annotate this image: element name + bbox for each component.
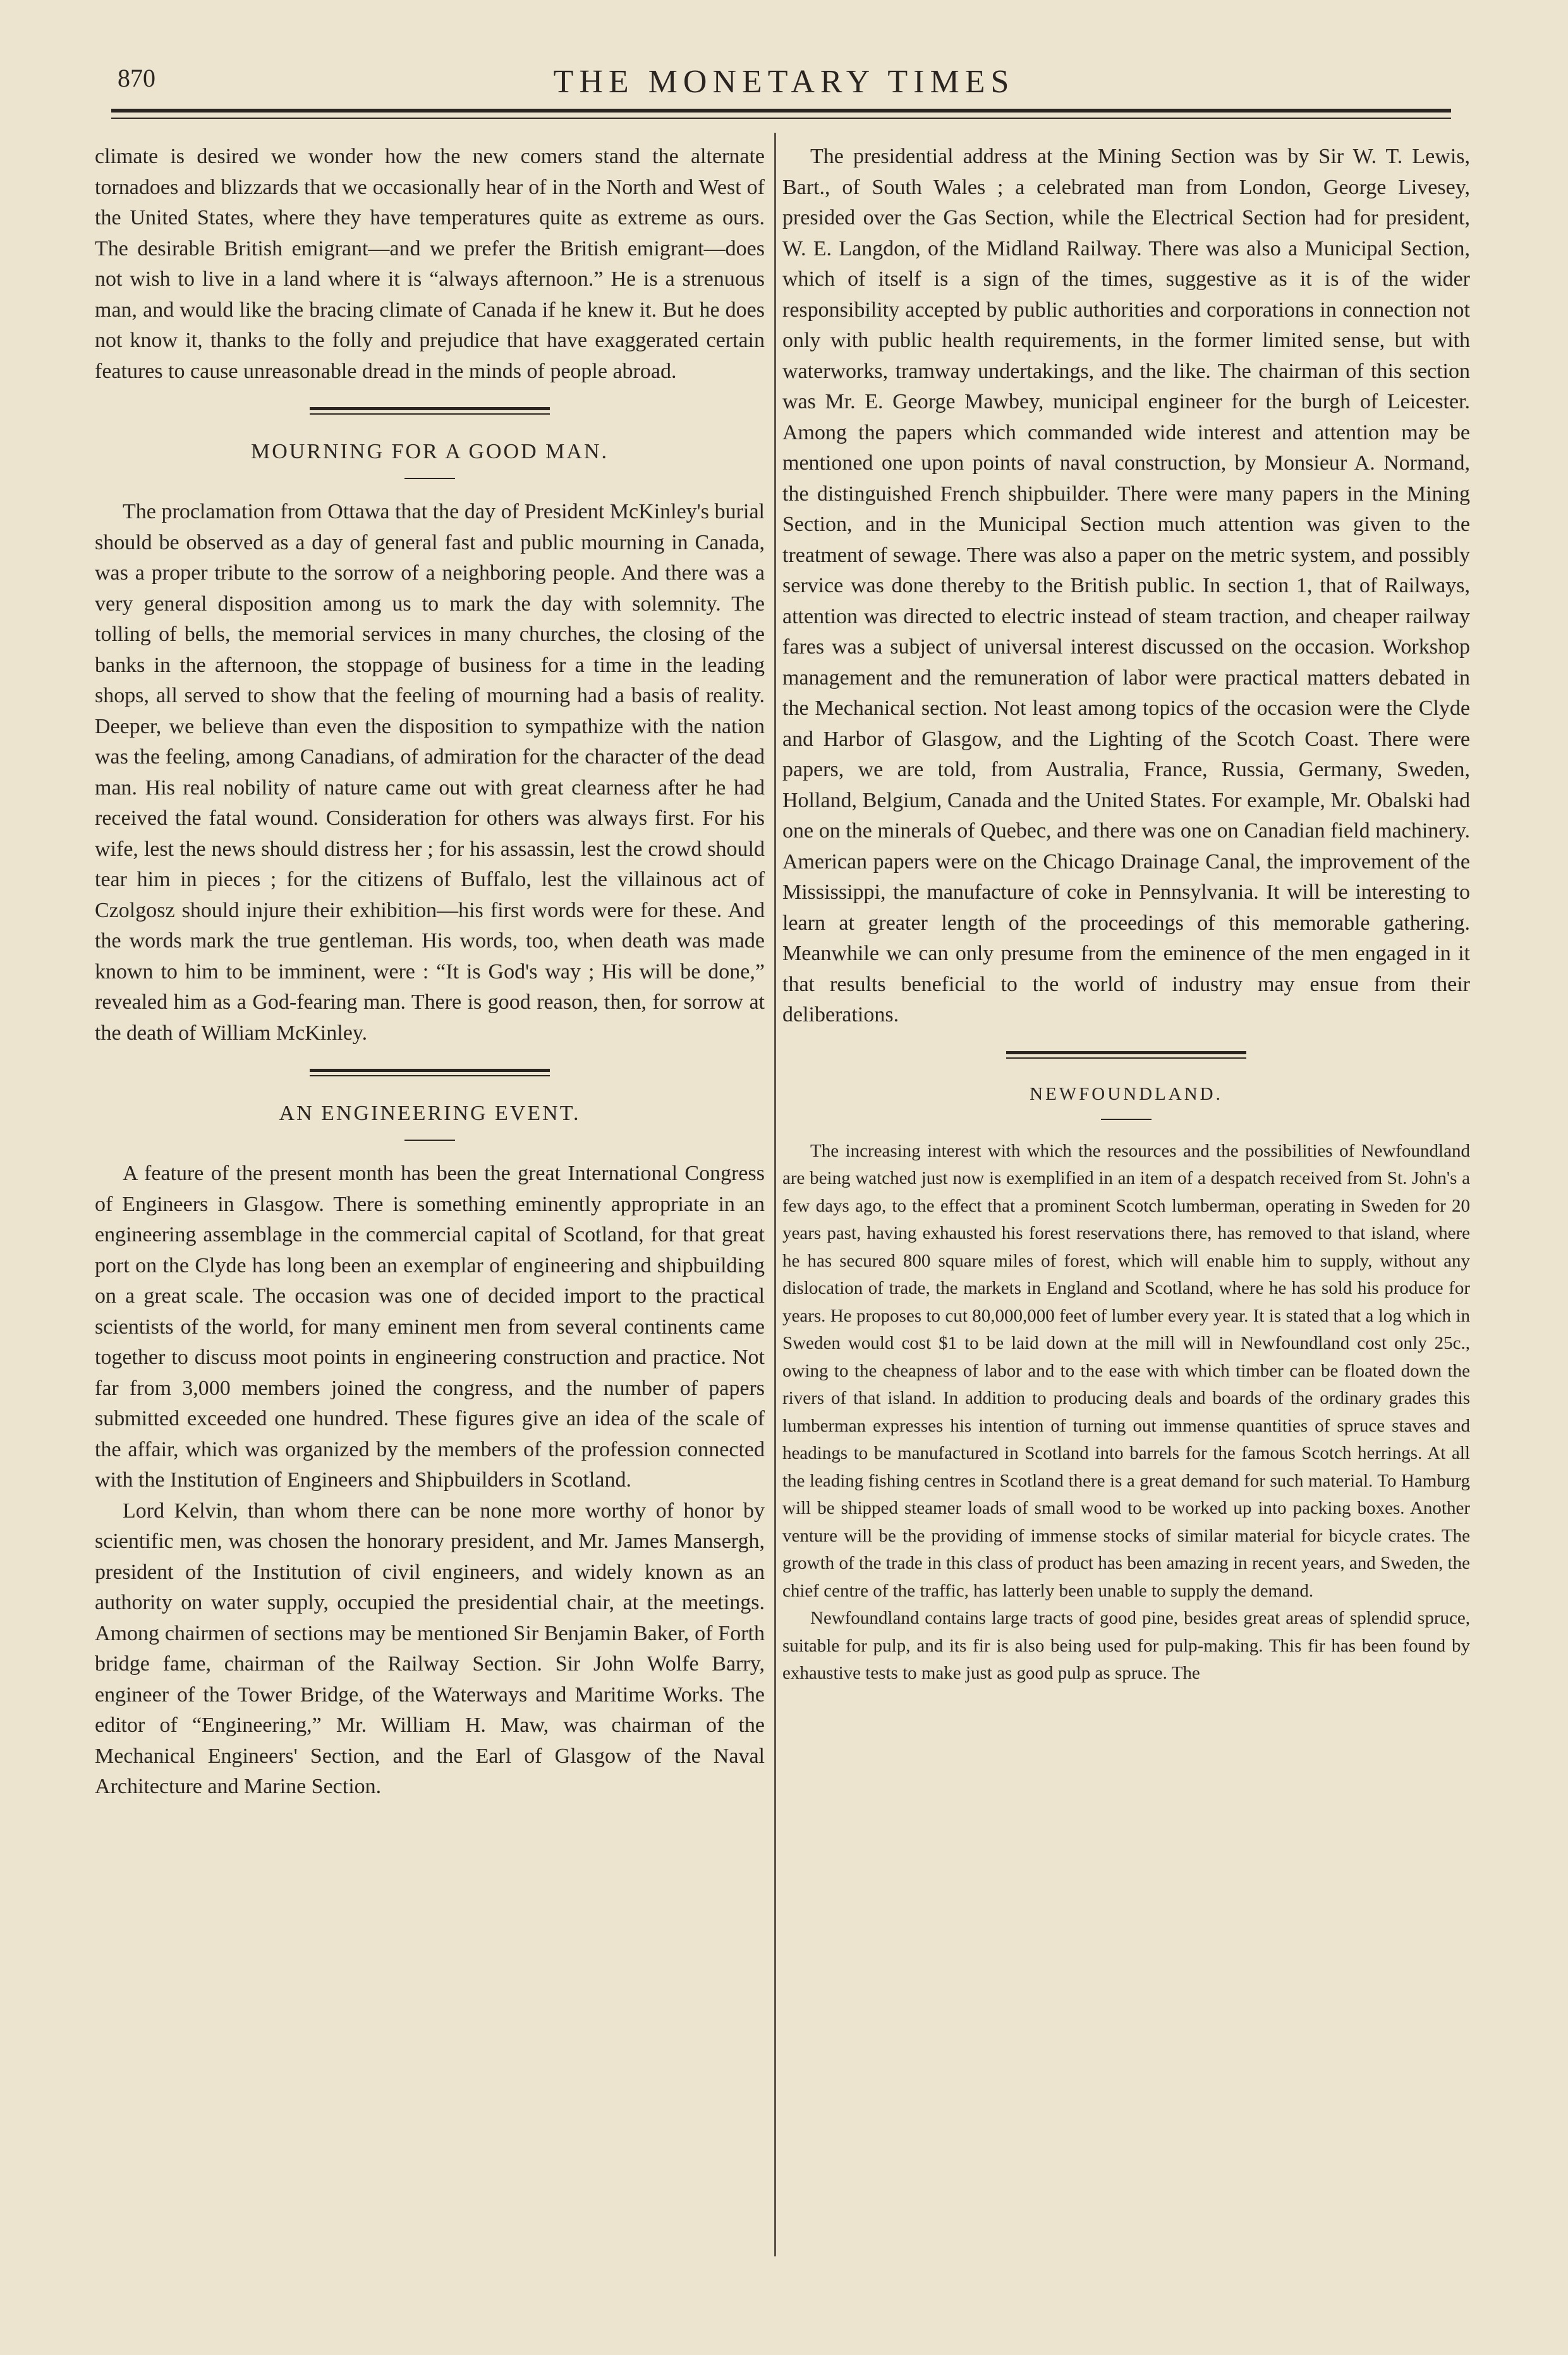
header-rule-thin: [111, 118, 1451, 119]
mourning-heading: MOURNING FOR A GOOD MAN.: [251, 440, 609, 463]
column-divider: [774, 133, 776, 2256]
newfoundland-paragraph-1: The increasing interest with which the resources and the possibilities of Newfoundland are being watched just now is exemplified in an item of a despatch received from St. John's a few days ago, to the effect that a prominent Scotch lumberman, operating in Sweden for 20 years past, having exhausted his forest reservations there, has removed to that island, where he has secured 800 square miles of forest, which will enable him to supply, without any dislocation of trade, the markets in England and Scotland, where he has sold his produce for years. He proposes to cut 80,000,000 feet of lumber every year. It is stated that a log which in Sweden would cost $1 to be laid down at the mill will in Newfoundland cost only 25c., owing to the cheapness of labor and to the ease with which timber can be floated down the rivers of that island. In addition to producing deals and boards of the ordinary grades this lumberman expresses his intention of turning out immense quantities of spruce staves and headings to be manufactured in Scotland into barrels for the famous Scotch herrings. At all the leading fishing centres in Scotland there is a great demand for such material. To Hamburg will be shipped steamer loads of small wood to be worked up into packing boxes. Another venture will be the providing of immense stocks of similar material for bicycle crates. The growth of the trade in this class of product has been amazing in recent years, and Sweden, the chief centre of the traffic, has latterly been unable to supply the demand.: [782, 1140, 1470, 1601]
engineering-paragraph-2: Lord Kelvin, than whom there can be none more worthy of honor by scientific men, was chosen the honorary president, and Mr. James Mansergh, president of the Institution of civil engineers, and widely known as an authority on water supply, occupied the presidential chair, at the meetings. Among chairmen of sections may be mentioned Sir Benjamin Baker, of Forth bridge fame, chairman of the Railway Section. Sir John Wolfe Barry, engineer of the Tower Bridge, of the Waterways and Maritime Works. The editor of “Engineering,” Mr. William H. Maw, was chairman of the Mechanical Engineers' Section, and the Earl of Glasgow of the Naval Architecture and Marine Section.: [95, 1499, 765, 1798]
mourning-paragraph: The proclamation from Ottawa that the day of President McKinley's burial should be observed as a day of general fast and public mourning in Canada, was a proper tribute to the sorrow of a neighboring people. And there was a very general disposition among us to mark the day with solemnity. The tolling of bells, the memorial services in many churches, the closing of the banks in the afternoon, the stoppage of business for a time in the leading shops, all served to show that the feeling of mourning had a basis of reality. Deeper, we believe than even the disposition to sympathize with the nation was the feeling, among Canadians, of admiration for the character of the dead man. His real nobility of nature came out with great clearness after he had received the fatal wound. Consideration for others was always first. For his wife, lest the news should distress her ; for his assassin, lest the crowd should tear him in pieces ; for the citizens of Buffalo, lest the villainous act of Czolgosz should injure their exhibition—his first words were for these. And the words mark the true gentleman. His words, too, when death was made known to him to be imminent, were : “It is God's way ; His will be done,” revealed him as a God-fearing man. There is good reason, then, for sorrow at the death of William McKinley.: [95, 500, 765, 1045]
header-rule-thick: [111, 109, 1451, 113]
right-column: [782, 142, 1470, 1688]
section-divider: [310, 407, 550, 415]
newfoundland-paragraph-2: Newfoundland contains large tracts of good pine, besides great areas of splendid spruce, suitable for pulp, and its fir is also being used for pulp-making. This fir has been found by exhaustive tests to make just as good pulp as spruce. The: [782, 1608, 1470, 1683]
newfoundland-heading: NEWFOUNDLAND.: [1030, 1083, 1223, 1104]
heading-rule: [404, 1140, 455, 1141]
engineering-paragraph-1: A feature of the present month has been the great International Congress of Engineers in Glasgow. There is something eminently appropriate in an engineering assemblage in the commercial capital of Scotland, for that great port on the Clyde has long been an exemplar of engineering and shipbuilding on a great scale. The occasion was one of decided import to the practical scientists of the world, for many eminent men from several continents came together to discuss moot points in engineering construction and practice. Not far from 3,000 members joined the congress, and the number of papers submitted exceeded one hundred. These figures give an idea of the scale of the affair, which was organized by the members of the profession connected with the Institution of Engineers and Shipbuilders in Scotland.: [95, 1162, 765, 1492]
engineering-heading: AN ENGINEERING EVENT.: [279, 1102, 581, 1125]
masthead: THE MONETARY TIMES: [553, 64, 1015, 100]
left-column: [95, 142, 765, 1803]
heading-rule: [1101, 1119, 1152, 1120]
section-divider: [310, 1069, 550, 1076]
intro-paragraph: climate is desired we wonder how the new comers stand the alternate tornadoes and blizzards that we occasionally hear of in the North and West of the United States, where they have temperatures quite as extreme as ours. The desirable British emigrant—and we prefer the British emigrant—does not wish to live in a land where it is “always afternoon.” He is a strenuous man, and would like the bracing climate of Canada if he knew it. But he does not know it, thanks to the folly and prejudice that have exaggerated certain features to cause unreasonable dread in the minds of people abroad.: [95, 145, 765, 383]
page-number: 870: [118, 64, 155, 92]
engineering-continued-paragraph: The presidential address at the Mining Section was by Sir W. T. Lewis, Bart., of South Wales ; a celebrated man from London, George Livesey, presided over the Gas Section, while the Electrical Section had for president, W. E. Langdon, of the Midland Railway. There was also a Municipal Section, which of itself is a sign of the times, suggestive as it is of the wider responsibility accepted by public authorities and corporations in connection not only with public health requirements, in the former limited sense, but with waterworks, tramway undertakings, and the like. The chairman of this section was Mr. E. George Mawbey, municipal engineer for the burgh of Leicester. Among the papers which commanded wide interest and attention may be mentioned one upon points of naval construction, by Monsieur A. Normand, the distinguished French shipbuilder. There were many papers in the Mining Section, and in the Municipal Section much attention was given to the treatment of sewage. There was also a paper on the metric system, and possibly service was done thereby to the British public. In section 1, that of Railways, attention was directed to electric instead of steam traction, and cheaper railway fares was a subject of universal interest discussed on the occasion. Workshop management and the remuneration of labor were practical matters debated in the Mechanical section. Not least among topics of the occasion were the Clyde and Harbor of Glasgow, and the Lighting of the Scotch Coast. There were papers, we are told, from Australia, France, Russia, Germany, Sweden, Holland, Belgium, Canada and the United States. For example, Mr. Obalski had one on the minerals of Quebec, and there was one on Canadian field machinery. American papers were on the Chicago Drainage Canal, the improvement of the Mississippi, the manufacture of coke in Pennsylvania. It will be interesting to learn at greater length of the proceedings of this memorable gathering. Meanwhile we can only presume from the eminence of the men engaged in it that results beneficial to the world of industry may ensue from their deliberations.: [782, 145, 1470, 1026]
section-divider: [1006, 1051, 1246, 1059]
heading-rule: [404, 478, 455, 479]
